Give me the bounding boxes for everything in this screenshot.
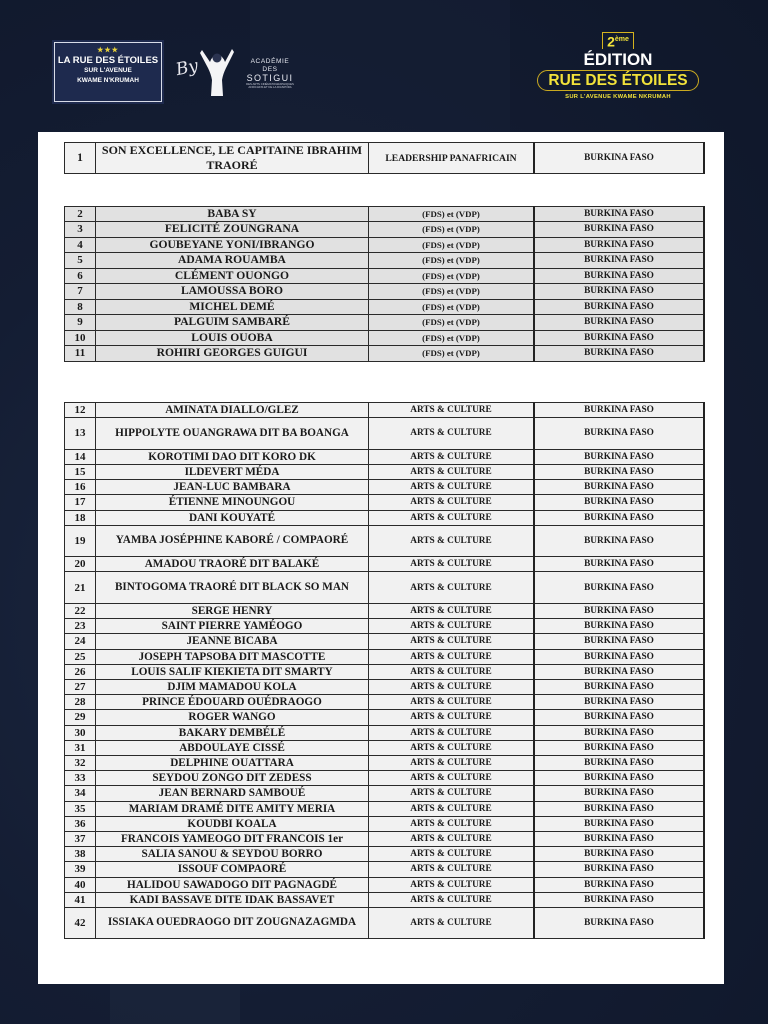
table-row [65, 725, 705, 740]
table-row [65, 907, 705, 939]
table-row [65, 786, 705, 801]
table-row [65, 299, 705, 314]
row-number: 42 [65, 907, 96, 939]
table-row [65, 603, 705, 618]
honoree-country: BURKINA FASO [534, 603, 704, 618]
row-number: 38 [65, 847, 96, 862]
honoree-country: BURKINA FASO [534, 418, 704, 450]
honoree-country: BURKINA FASO [534, 786, 704, 801]
honoree-country: BURKINA FASO [534, 801, 704, 816]
honoree-name: ISSOUF COMPAORÉ [96, 862, 369, 877]
table-row [65, 816, 705, 831]
table-row [65, 207, 705, 222]
row-number: 40 [65, 877, 96, 892]
honoree-country: BURKINA FASO [534, 510, 704, 525]
honoree-category: (FDS) et (VDP) [369, 222, 535, 237]
honoree-category: ARTS & CULTURE [369, 510, 535, 525]
table-row [65, 801, 705, 816]
table-row [65, 664, 705, 679]
honoree-country: BURKINA FASO [534, 664, 704, 679]
table-row [65, 464, 705, 479]
table-row [65, 710, 705, 725]
row-number: 30 [65, 725, 96, 740]
honoree-category: (FDS) et (VDP) [369, 299, 535, 314]
honoree-country: BURKINA FASO [534, 740, 704, 755]
table-row [65, 418, 705, 450]
honoree-name: BAKARY DEMBÉLÉ [96, 725, 369, 740]
row-number: 39 [65, 862, 96, 877]
row-number: 19 [65, 525, 96, 557]
table-row [65, 755, 705, 770]
table-row [65, 572, 705, 604]
row-number: 20 [65, 557, 96, 572]
honoree-category: ARTS & CULTURE [369, 907, 535, 939]
honoree-category: ARTS & CULTURE [369, 525, 535, 557]
by-signature: By [174, 55, 200, 81]
row-number: 25 [65, 649, 96, 664]
stars-icon: ★★★ [97, 47, 119, 54]
table-row [65, 557, 705, 572]
table-row [65, 771, 705, 786]
honoree-name: SAINT PIERRE YAMÉOGO [96, 619, 369, 634]
row-number: 1 [65, 143, 96, 174]
honoree-country: BURKINA FASO [534, 449, 704, 464]
table-row [65, 346, 705, 361]
row-number: 9 [65, 315, 96, 330]
table-row [65, 449, 705, 464]
honoree-country: BURKINA FASO [534, 755, 704, 770]
honoree-category: (FDS) et (VDP) [369, 237, 535, 252]
sign-subtitle: SUR L'AVENUE [84, 67, 132, 74]
honoree-country: BURKINA FASO [534, 557, 704, 572]
honoree-category: ARTS & CULTURE [369, 755, 535, 770]
logo-text: ACADÉMIE [250, 58, 290, 65]
edition-number-value: 2 [607, 33, 615, 50]
row-number: 28 [65, 695, 96, 710]
honoree-category: ARTS & CULTURE [369, 557, 535, 572]
row-number: 7 [65, 284, 96, 299]
honoree-country: BURKINA FASO [534, 495, 704, 510]
honoree-country: BURKINA FASO [534, 237, 704, 252]
edition-number-suffix: ème [614, 36, 629, 43]
table-row [65, 847, 705, 862]
row-number: 33 [65, 771, 96, 786]
row-number: 36 [65, 816, 96, 831]
honoree-name: JEAN BERNARD SAMBOUÉ [96, 786, 369, 801]
logo-text: DES [262, 65, 278, 73]
row-number: 8 [65, 299, 96, 314]
table-row [65, 403, 705, 418]
table-row [65, 315, 705, 330]
honoree-category: ARTS & CULTURE [369, 847, 535, 862]
row-number: 34 [65, 786, 96, 801]
honoree-table-arts-culture [64, 402, 705, 939]
row-number: 21 [65, 572, 96, 604]
honoree-name: ROGER WANGO [96, 710, 369, 725]
honoree-name: AMINATA DIALLO/GLEZ [96, 403, 369, 418]
honoree-table-leadership [64, 142, 705, 174]
sotigui-statuette-icon [196, 44, 238, 98]
table-row [65, 525, 705, 557]
table-row [65, 495, 705, 510]
honoree-category: ARTS & CULTURE [369, 816, 535, 831]
row-number: 23 [65, 619, 96, 634]
honoree-country: BURKINA FASO [534, 268, 704, 283]
honoree-category: ARTS & CULTURE [369, 495, 535, 510]
row-number: 22 [65, 603, 96, 618]
honoree-category: ARTS & CULTURE [369, 603, 535, 618]
honoree-country: BURKINA FASO [534, 525, 704, 557]
honoree-category: (FDS) et (VDP) [369, 253, 535, 268]
table-row [65, 831, 705, 846]
row-number: 18 [65, 510, 96, 525]
row-number: 6 [65, 268, 96, 283]
honoree-name: AMADOU TRAORÉ DIT BALAKÉ [96, 557, 369, 572]
honoree-name: CLÉMENT OUONGO [96, 268, 369, 283]
row-number: 16 [65, 480, 96, 495]
edition-number [602, 32, 634, 49]
row-number: 11 [65, 346, 96, 361]
honoree-name: FELICITÉ ZOUNGRANA [96, 222, 369, 237]
table-row [65, 268, 705, 283]
row-number: 31 [65, 740, 96, 755]
honoree-country: BURKINA FASO [534, 771, 704, 786]
honoree-name: GOUBEYANE YONI/IBRANGO [96, 237, 369, 252]
honoree-country: BURKINA FASO [534, 892, 704, 907]
sign-subtitle: KWAME N'KRUMAH [77, 77, 139, 84]
table-row [65, 892, 705, 907]
honoree-name: LOUIS OUOBA [96, 330, 369, 345]
honoree-country: BURKINA FASO [534, 619, 704, 634]
row-number: 41 [65, 892, 96, 907]
honoree-category: (FDS) et (VDP) [369, 346, 535, 361]
honoree-table-fds-vdp [64, 206, 705, 362]
rue-des-etoiles-sign-logo [54, 42, 162, 102]
honoree-name: FRANCOIS YAMEOGO DIT FRANCOIS 1er [96, 831, 369, 846]
honoree-name: ADAMA ROUAMBA [96, 253, 369, 268]
row-number: 12 [65, 403, 96, 418]
logo-text: DES ARTS CINÉMATOGRAPHIQUES [246, 82, 294, 86]
honoree-name: SEYDOU ZONGO DIT ZEDESS [96, 771, 369, 786]
honoree-name: SALIA SANOU & SEYDOU BORRO [96, 847, 369, 862]
honoree-category: ARTS & CULTURE [369, 664, 535, 679]
honoree-name: DELPHINE OUATTARA [96, 755, 369, 770]
row-number: 14 [65, 449, 96, 464]
edition-subtitle: SUR L'AVENUE KWAME NKRUMAH [565, 93, 671, 100]
honoree-country: BURKINA FASO [534, 710, 704, 725]
honoree-category: ARTS & CULTURE [369, 403, 535, 418]
table-row [65, 862, 705, 877]
honoree-category: ARTS & CULTURE [369, 725, 535, 740]
honoree-category: ARTS & CULTURE [369, 572, 535, 604]
honoree-category: ARTS & CULTURE [369, 786, 535, 801]
honoree-country: BURKINA FASO [534, 679, 704, 694]
honoree-country: BURKINA FASO [534, 695, 704, 710]
honoree-category: ARTS & CULTURE [369, 649, 535, 664]
academie-sotigui-logo [240, 58, 300, 89]
honoree-country: BURKINA FASO [534, 877, 704, 892]
table-row [65, 330, 705, 345]
honoree-country: BURKINA FASO [534, 403, 704, 418]
honoree-name: BINTOGOMA TRAORÉ DIT BLACK SO MAN [96, 572, 369, 604]
honoree-name: JOSEPH TAPSOBA DIT MASCOTTE [96, 649, 369, 664]
row-number: 35 [65, 801, 96, 816]
table-row [65, 222, 705, 237]
honoree-category: ARTS & CULTURE [369, 892, 535, 907]
honoree-name: DANI KOUYATÉ [96, 510, 369, 525]
honoree-name: HALIDOU SAWADOGO DIT PAGNAGDÉ [96, 877, 369, 892]
honoree-name: SERGE HENRY [96, 603, 369, 618]
honoree-name: PALGUIM SAMBARÉ [96, 315, 369, 330]
honoree-category: ARTS & CULTURE [369, 418, 535, 450]
table-row [65, 695, 705, 710]
honoree-country: BURKINA FASO [534, 330, 704, 345]
honoree-category: ARTS & CULTURE [369, 801, 535, 816]
row-number: 17 [65, 495, 96, 510]
honoree-name: DJIM MAMADOU KOLA [96, 679, 369, 694]
table-row [65, 237, 705, 252]
honoree-category: ARTS & CULTURE [369, 634, 535, 649]
honoree-category: ARTS & CULTURE [369, 480, 535, 495]
table-row [65, 649, 705, 664]
honoree-country: BURKINA FASO [534, 222, 704, 237]
honoree-country: BURKINA FASO [534, 831, 704, 846]
honoree-name: YAMBA JOSÉPHINE KABORÉ / COMPAORÉ [96, 525, 369, 557]
honoree-category: ARTS & CULTURE [369, 862, 535, 877]
honoree-country: BURKINA FASO [534, 207, 704, 222]
logo-text: AFRICAINS ET DE LA DIASPORA [248, 85, 292, 90]
honoree-country: BURKINA FASO [534, 725, 704, 740]
honoree-name: ROHIRI GEORGES GUIGUI [96, 346, 369, 361]
honoree-category: LEADERSHIP PANAFRICAIN [369, 143, 535, 174]
edition-title: RUE DES ÉTOILES [537, 70, 698, 91]
honoree-country: BURKINA FASO [534, 480, 704, 495]
table-row [65, 679, 705, 694]
table-row [65, 284, 705, 299]
honoree-name: ISSIAKA OUEDRAOGO DIT ZOUGNAZAGMDA [96, 907, 369, 939]
honoree-category: ARTS & CULTURE [369, 695, 535, 710]
honoree-name: MICHEL DEMÉ [96, 299, 369, 314]
row-number: 27 [65, 679, 96, 694]
honoree-name: JEANNE BICABA [96, 634, 369, 649]
honoree-country: BURKINA FASO [534, 315, 704, 330]
honoree-country: BURKINA FASO [534, 572, 704, 604]
honoree-name: KOROTIMI DAO DIT KORO DK [96, 449, 369, 464]
honoree-name: ILDEVERT MÉDA [96, 464, 369, 479]
row-number: 24 [65, 634, 96, 649]
honoree-category: ARTS & CULTURE [369, 771, 535, 786]
honoree-category: ARTS & CULTURE [369, 449, 535, 464]
honoree-country: BURKINA FASO [534, 346, 704, 361]
honoree-category: ARTS & CULTURE [369, 740, 535, 755]
table-row [65, 634, 705, 649]
row-number: 5 [65, 253, 96, 268]
honoree-country: BURKINA FASO [534, 907, 704, 939]
table-row [65, 740, 705, 755]
honoree-country: BURKINA FASO [534, 143, 704, 174]
honoree-country: BURKINA FASO [534, 299, 704, 314]
row-number: 29 [65, 710, 96, 725]
honoree-category: (FDS) et (VDP) [369, 315, 535, 330]
row-number: 32 [65, 755, 96, 770]
row-number: 37 [65, 831, 96, 846]
table-row [65, 480, 705, 495]
table-row [65, 143, 705, 174]
honoree-name: KADI BASSAVE DITE IDAK BASSAVET [96, 892, 369, 907]
row-number: 13 [65, 418, 96, 450]
honoree-country: BURKINA FASO [534, 862, 704, 877]
honoree-country: BURKINA FASO [534, 464, 704, 479]
honoree-name: LAMOUSSA BORO [96, 284, 369, 299]
row-number: 4 [65, 237, 96, 252]
document-page [38, 132, 724, 984]
honoree-name: ABDOULAYE CISSÉ [96, 740, 369, 755]
row-number: 3 [65, 222, 96, 237]
logo-text: SOTIGUI [246, 73, 294, 83]
honoree-country: BURKINA FASO [534, 253, 704, 268]
table-row [65, 510, 705, 525]
honoree-category: ARTS & CULTURE [369, 464, 535, 479]
sign-title: LA RUE DES ÉTOILES [57, 55, 159, 66]
honoree-name: HIPPOLYTE OUANGRAWA DIT BA BOANGA [96, 418, 369, 450]
honoree-name: LOUIS SALIF KIEKIETA DIT SMARTY [96, 664, 369, 679]
honoree-name: BABA SY [96, 207, 369, 222]
honoree-category: (FDS) et (VDP) [369, 207, 535, 222]
table-row [65, 877, 705, 892]
honoree-category: ARTS & CULTURE [369, 619, 535, 634]
honoree-name: KOUDBI KOALA [96, 816, 369, 831]
honoree-category: ARTS & CULTURE [369, 710, 535, 725]
table-row [65, 619, 705, 634]
table-row [65, 253, 705, 268]
honoree-name: SON EXCELLENCE, LE CAPITAINE IBRAHIM TRAORÉ [96, 143, 369, 174]
honoree-category: (FDS) et (VDP) [369, 284, 535, 299]
honoree-category: ARTS & CULTURE [369, 831, 535, 846]
edition-label: ÉDITION [583, 49, 653, 69]
row-number: 26 [65, 664, 96, 679]
honoree-category: (FDS) et (VDP) [369, 268, 535, 283]
honoree-country: BURKINA FASO [534, 847, 704, 862]
honoree-name: MARIAM DRAMÉ DITE AMITY MERIA [96, 801, 369, 816]
row-number: 10 [65, 330, 96, 345]
honoree-name: PRINCE ÉDOUARD OUÉDRAOGO [96, 695, 369, 710]
honoree-category: ARTS & CULTURE [369, 877, 535, 892]
honoree-country: BURKINA FASO [534, 649, 704, 664]
row-number: 15 [65, 464, 96, 479]
honoree-country: BURKINA FASO [534, 634, 704, 649]
honoree-category: (FDS) et (VDP) [369, 330, 535, 345]
row-number: 2 [65, 207, 96, 222]
honoree-name: ÉTIENNE MINOUNGOU [96, 495, 369, 510]
honoree-category: ARTS & CULTURE [369, 679, 535, 694]
honoree-name: JEAN-LUC BAMBARA [96, 480, 369, 495]
edition-logo [530, 32, 706, 100]
honoree-country: BURKINA FASO [534, 816, 704, 831]
honoree-country: BURKINA FASO [534, 284, 704, 299]
